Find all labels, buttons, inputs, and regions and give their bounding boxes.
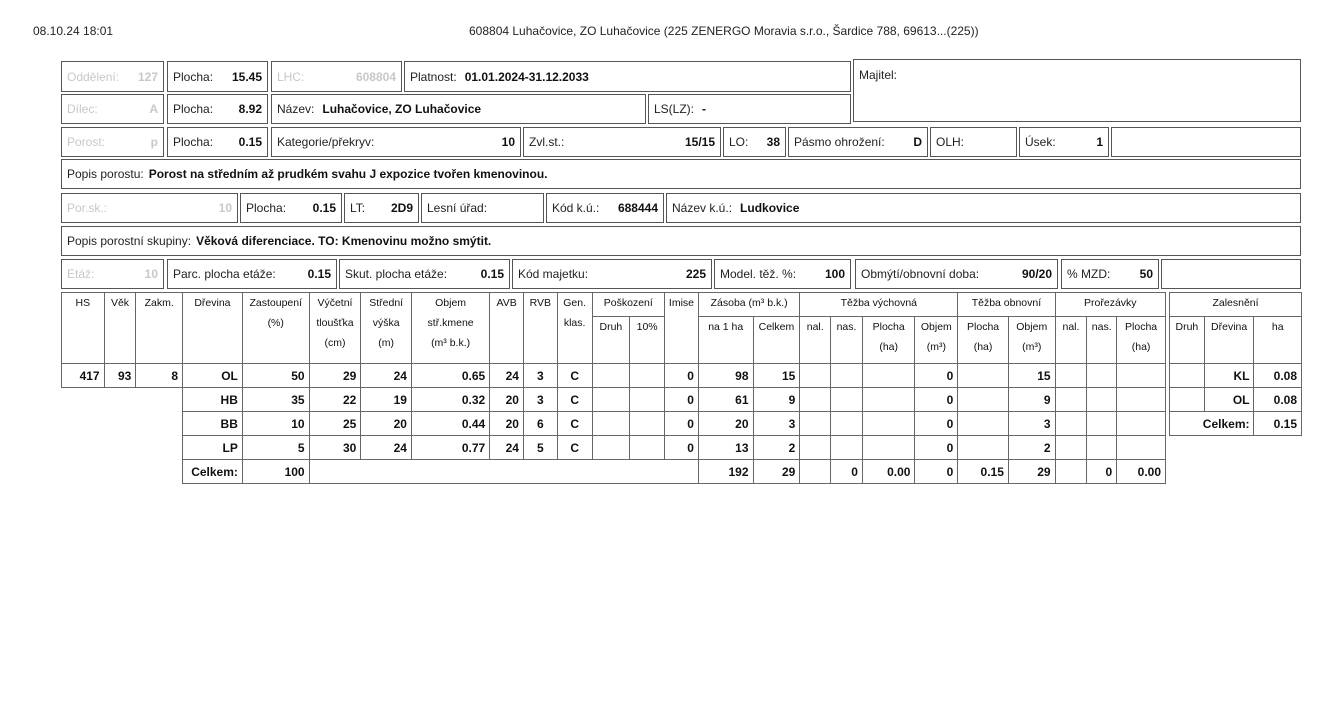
porost-plocha-field: Plocha: 0.15 bbox=[167, 127, 268, 157]
dilec-field: Dílec: A bbox=[61, 94, 164, 124]
table-row: HB 35 22 19 0.32 20 3 C 0 61 9 0 9 bbox=[62, 388, 1166, 412]
olh-field: OLH: bbox=[930, 127, 1017, 157]
zal-col-drevina: Dřevina bbox=[1204, 317, 1254, 364]
mzd-field: % MZD: 50 bbox=[1061, 259, 1159, 289]
popis-skupiny-field: Popis porostní skupiny: Věková diferenciace. TO: Kmenovinu možno smýtit. bbox=[61, 226, 1301, 256]
table-row: LP 5 30 24 0.77 24 5 C 0 13 2 0 2 bbox=[62, 436, 1166, 460]
col-tezba-obnovni: Těžba obnovní bbox=[958, 293, 1055, 317]
porsk-plocha-field: Plocha: 0.15 bbox=[240, 193, 342, 223]
ls-field: LS(LZ): - bbox=[648, 94, 851, 124]
col-pr-nal: nal. bbox=[1055, 317, 1087, 364]
row3-empty-field bbox=[1111, 127, 1301, 157]
table-row: KL 0.08 bbox=[1170, 364, 1302, 388]
col-zasoba-celkem: Celkem bbox=[753, 317, 800, 364]
col-gen-klas: Gen. klas. bbox=[557, 293, 592, 364]
col-zakm: Zakm. bbox=[136, 293, 183, 364]
col-posk-druh: Druh bbox=[592, 317, 630, 364]
parc-plocha-field: Parc. plocha etáže: 0.15 bbox=[167, 259, 337, 289]
kategorie-field: Kategorie/překryv: 10 bbox=[271, 127, 521, 157]
col-avb: AVB bbox=[490, 293, 524, 364]
col-drevina: Dřevina bbox=[183, 293, 243, 364]
col-rvb: RVB bbox=[523, 293, 557, 364]
zal-col-ha: ha bbox=[1254, 317, 1302, 364]
oddeleni-plocha-field: Plocha: 15.45 bbox=[167, 61, 268, 92]
popis-porostu-field: Popis porostu: Porost na středním až prudkém svahu J expozice tvořen kmenovinou. bbox=[61, 159, 1301, 189]
table-row: 417 93 8 OL 50 29 24 0.65 24 3 C 0 98 15 0 15 bbox=[62, 364, 1166, 388]
usek-field: Úsek: 1 bbox=[1019, 127, 1109, 157]
lo-field: LO: 38 bbox=[723, 127, 786, 157]
print-datetime: 08.10.24 18:01 bbox=[33, 24, 114, 38]
skut-plocha-field: Skut. plocha etáže: 0.15 bbox=[339, 259, 510, 289]
pasmo-ohrozeni-field: Pásmo ohrožení: D bbox=[788, 127, 928, 157]
col-poskozeni: Poškození bbox=[592, 293, 664, 317]
zal-col-druh: Druh bbox=[1170, 317, 1205, 364]
oddeleni-field: Oddělení: 127 bbox=[61, 61, 164, 92]
dilec-plocha-field: Plocha: 8.92 bbox=[167, 94, 268, 124]
majitel-field: Majitel: bbox=[853, 59, 1301, 122]
col-prorezavky: Prořezávky bbox=[1055, 293, 1165, 317]
col-stredni-vyska: Střední výška (m) bbox=[361, 293, 412, 364]
col-to-plocha: Plocha (ha) bbox=[958, 317, 1009, 364]
nazev-field: Název: Luhačovice, ZO Luhačovice bbox=[271, 94, 646, 124]
porsk-field: Por.sk.: 10 bbox=[61, 193, 238, 223]
col-objem-kmene: Objem stř.kmene (m³ b.k.) bbox=[411, 293, 489, 364]
stand-table bbox=[61, 292, 1166, 484]
row7-empty-field bbox=[1161, 259, 1301, 289]
col-hs: HS bbox=[62, 293, 105, 364]
lesni-urad-field: Lesní úřad: bbox=[421, 193, 544, 223]
platnost-field: Platnost: 01.01.2024-31.12.2033 bbox=[404, 61, 851, 92]
lt-field: LT: 2D9 bbox=[344, 193, 419, 223]
header-row-1 bbox=[62, 293, 1166, 317]
col-tezba-vychovna: Těžba výchovná bbox=[800, 293, 958, 317]
col-pr-plocha: Plocha (ha) bbox=[1117, 317, 1166, 364]
col-vycetni-tloustka: Výčetní tloušťka (cm) bbox=[309, 293, 361, 364]
col-zastoupeni: Zastoupení (%) bbox=[242, 293, 309, 364]
table-row: BB 10 25 20 0.44 20 6 C 0 20 3 0 3 bbox=[62, 412, 1166, 436]
col-imise: Imise bbox=[665, 293, 699, 364]
porost-field: Porost: p bbox=[61, 127, 164, 157]
kod-ku-field: Kód k.ú.: 688444 bbox=[546, 193, 664, 223]
zalesneni-title: Zalesnění bbox=[1170, 293, 1302, 317]
col-vek: Věk bbox=[104, 293, 136, 364]
col-tv-nas: nas. bbox=[831, 317, 863, 364]
col-pr-nas: nas. bbox=[1087, 317, 1117, 364]
zalesneni-table bbox=[1169, 292, 1302, 436]
col-zasoba-ha: na 1 ha bbox=[698, 317, 753, 364]
nazev-ku-field: Název k.ú.: Ludkovice bbox=[666, 193, 1301, 223]
model-tez-field: Model. těž. %: 100 bbox=[714, 259, 851, 289]
table-row: OL 0.08 bbox=[1170, 388, 1302, 412]
col-zasoba: Zásoba (m³ b.k.) bbox=[698, 293, 799, 317]
total-row: Celkem: 0.15 bbox=[1170, 412, 1302, 436]
col-posk-10: 10% bbox=[630, 317, 665, 364]
col-to-objem: Objem (m³) bbox=[1008, 317, 1055, 364]
total-row: Celkem: 100 192 29 0 0.00 0 0.15 29 0 0.00 bbox=[62, 460, 1166, 484]
col-tv-plocha: Plocha (ha) bbox=[862, 317, 915, 364]
zvlst-field: Zvl.st.: 15/15 bbox=[523, 127, 721, 157]
obmyti-field: Obmýtí/obnovní doba: 90/20 bbox=[855, 259, 1058, 289]
etaz-field: Etáž: 10 bbox=[61, 259, 164, 289]
col-tv-nal: nal. bbox=[800, 317, 831, 364]
kod-majetku-field: Kód majetku: 225 bbox=[512, 259, 712, 289]
col-tv-objem: Objem (m³) bbox=[915, 317, 958, 364]
lhc-field: LHC: 608804 bbox=[271, 61, 402, 92]
document-title: 608804 Luhačovice, ZO Luhačovice (225 ZENERGO Moravia s.r.o., Šardice 788, 69613...(225)) bbox=[469, 24, 979, 38]
